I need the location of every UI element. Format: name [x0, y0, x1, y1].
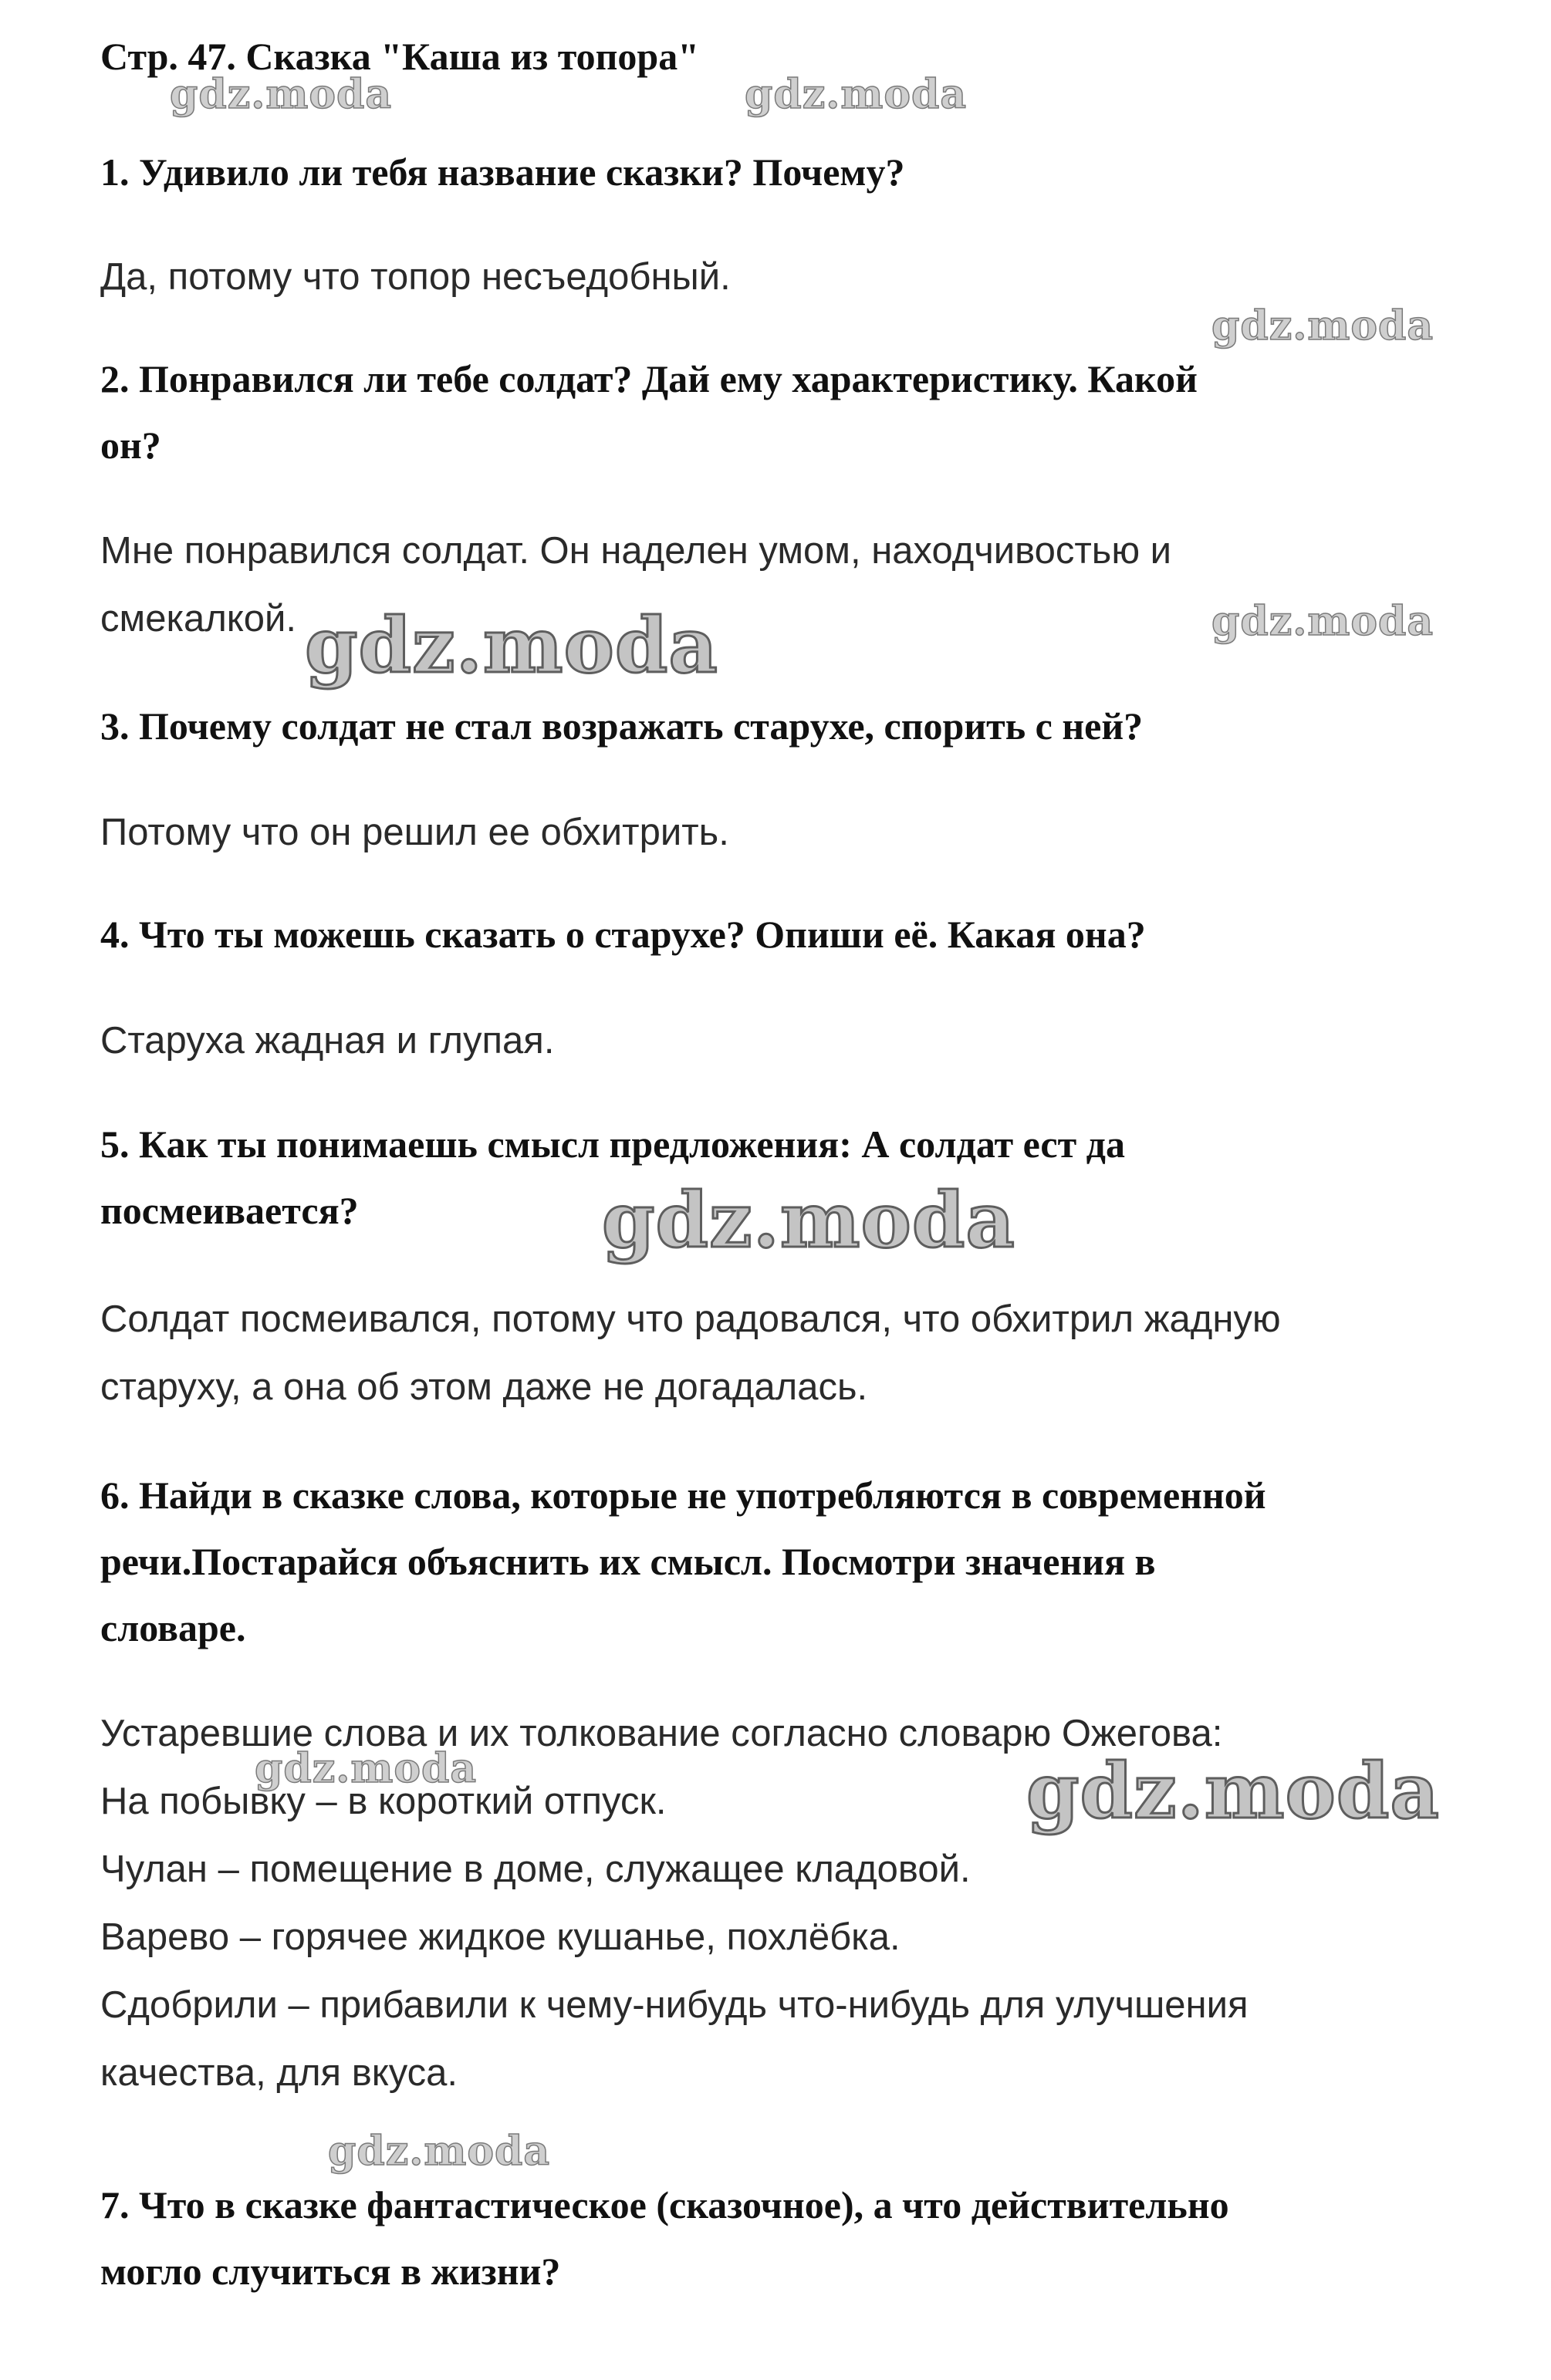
- question-line: 4. Что ты можешь сказать о старухе? Опиши её. Какая она?: [100, 913, 1146, 956]
- question-line: 5. Как ты понимаешь смысл предложения: А солдат ест да: [100, 1122, 1125, 1166]
- question-6: [100, 1462, 1474, 1661]
- answer-line: Мне понравился солдат. Он наделен умом, находчивостью и: [100, 530, 1172, 572]
- watermark: gdz.moda: [1026, 1747, 1440, 1836]
- watermark: gdz.moda: [170, 71, 393, 118]
- question-3: [100, 693, 1474, 759]
- question-line: речи.Постарайся объяснить их смысл. Посмотри значения в: [100, 1540, 1156, 1583]
- question-line: 2. Понравился ли тебе солдат? Дай ему характеристику. Какой: [100, 357, 1198, 400]
- answer-line: Солдат посмеивался, потому что радовался, что обхитрил жадную: [100, 1298, 1281, 1340]
- question-4: [100, 901, 1474, 967]
- answer-line: На побывку – в короткий отпуск.: [100, 1781, 667, 1822]
- answer-line: Да, потому что топор несъедобный.: [100, 256, 731, 298]
- answer-line: Варево – горячее жидкое кушанье, похлёбка.: [100, 1916, 901, 1958]
- watermark: gdz.moda: [602, 1176, 1015, 1265]
- question-5: [100, 1111, 1474, 1244]
- question-line: могло случиться в жизни?: [100, 2250, 561, 2293]
- watermark: gdz.moda: [1211, 598, 1434, 645]
- watermark: gdz.moda: [305, 602, 718, 690]
- question-line: он?: [100, 424, 161, 467]
- question-1: [100, 139, 1474, 205]
- answer-line: Устаревшие слова и их толкование согласно словарю Ожегова:: [100, 1713, 1223, 1754]
- question-line: 1. Удивило ли тебя название сказки? Почему?: [100, 150, 905, 194]
- watermark: gdz.moda: [255, 1745, 478, 1792]
- answer-5: [100, 1285, 1474, 1421]
- answer-4: [100, 1007, 1474, 1075]
- question-2: [100, 346, 1474, 478]
- question-line: 3. Почему солдат не стал возражать старухе, спорить с ней?: [100, 704, 1144, 748]
- answer-3: [100, 798, 1474, 866]
- answer-line: старуху, а она об этом даже не догадалась.: [100, 1366, 868, 1408]
- answer-line: качества, для вкуса.: [100, 2052, 458, 2094]
- answer-1: [100, 243, 1474, 311]
- answer-line: Потому что он решил ее обхитрить.: [100, 812, 729, 853]
- answer-2: [100, 517, 1474, 653]
- question-7: [100, 2172, 1474, 2304]
- answer-line: Сдобрили – прибавили к чему-нибудь что-нибудь для улучшения: [100, 1984, 1249, 2026]
- question-line: 6. Найди в сказке слова, которые не употребляются в современной: [100, 1474, 1266, 1517]
- watermark: gdz.moda: [1211, 302, 1434, 349]
- answer-line: смекалкой.: [100, 598, 297, 640]
- question-line: словаре.: [100, 1606, 246, 1649]
- answer-6: [100, 1700, 1474, 2107]
- answer-line: Чулан – помещение в доме, служащее кладовой.: [100, 1848, 971, 1890]
- question-line: 7. Что в сказке фантастическое (сказочное), а что действительно: [100, 2183, 1229, 2226]
- watermark: gdz.moda: [745, 71, 968, 118]
- question-line: посмеивается?: [100, 1189, 359, 1232]
- answer-line: Старуха жадная и глупая.: [100, 1020, 555, 1062]
- page-title: Стр. 47. Сказка "Каша из топора": [100, 35, 699, 78]
- watermark: gdz.moda: [328, 2128, 551, 2175]
